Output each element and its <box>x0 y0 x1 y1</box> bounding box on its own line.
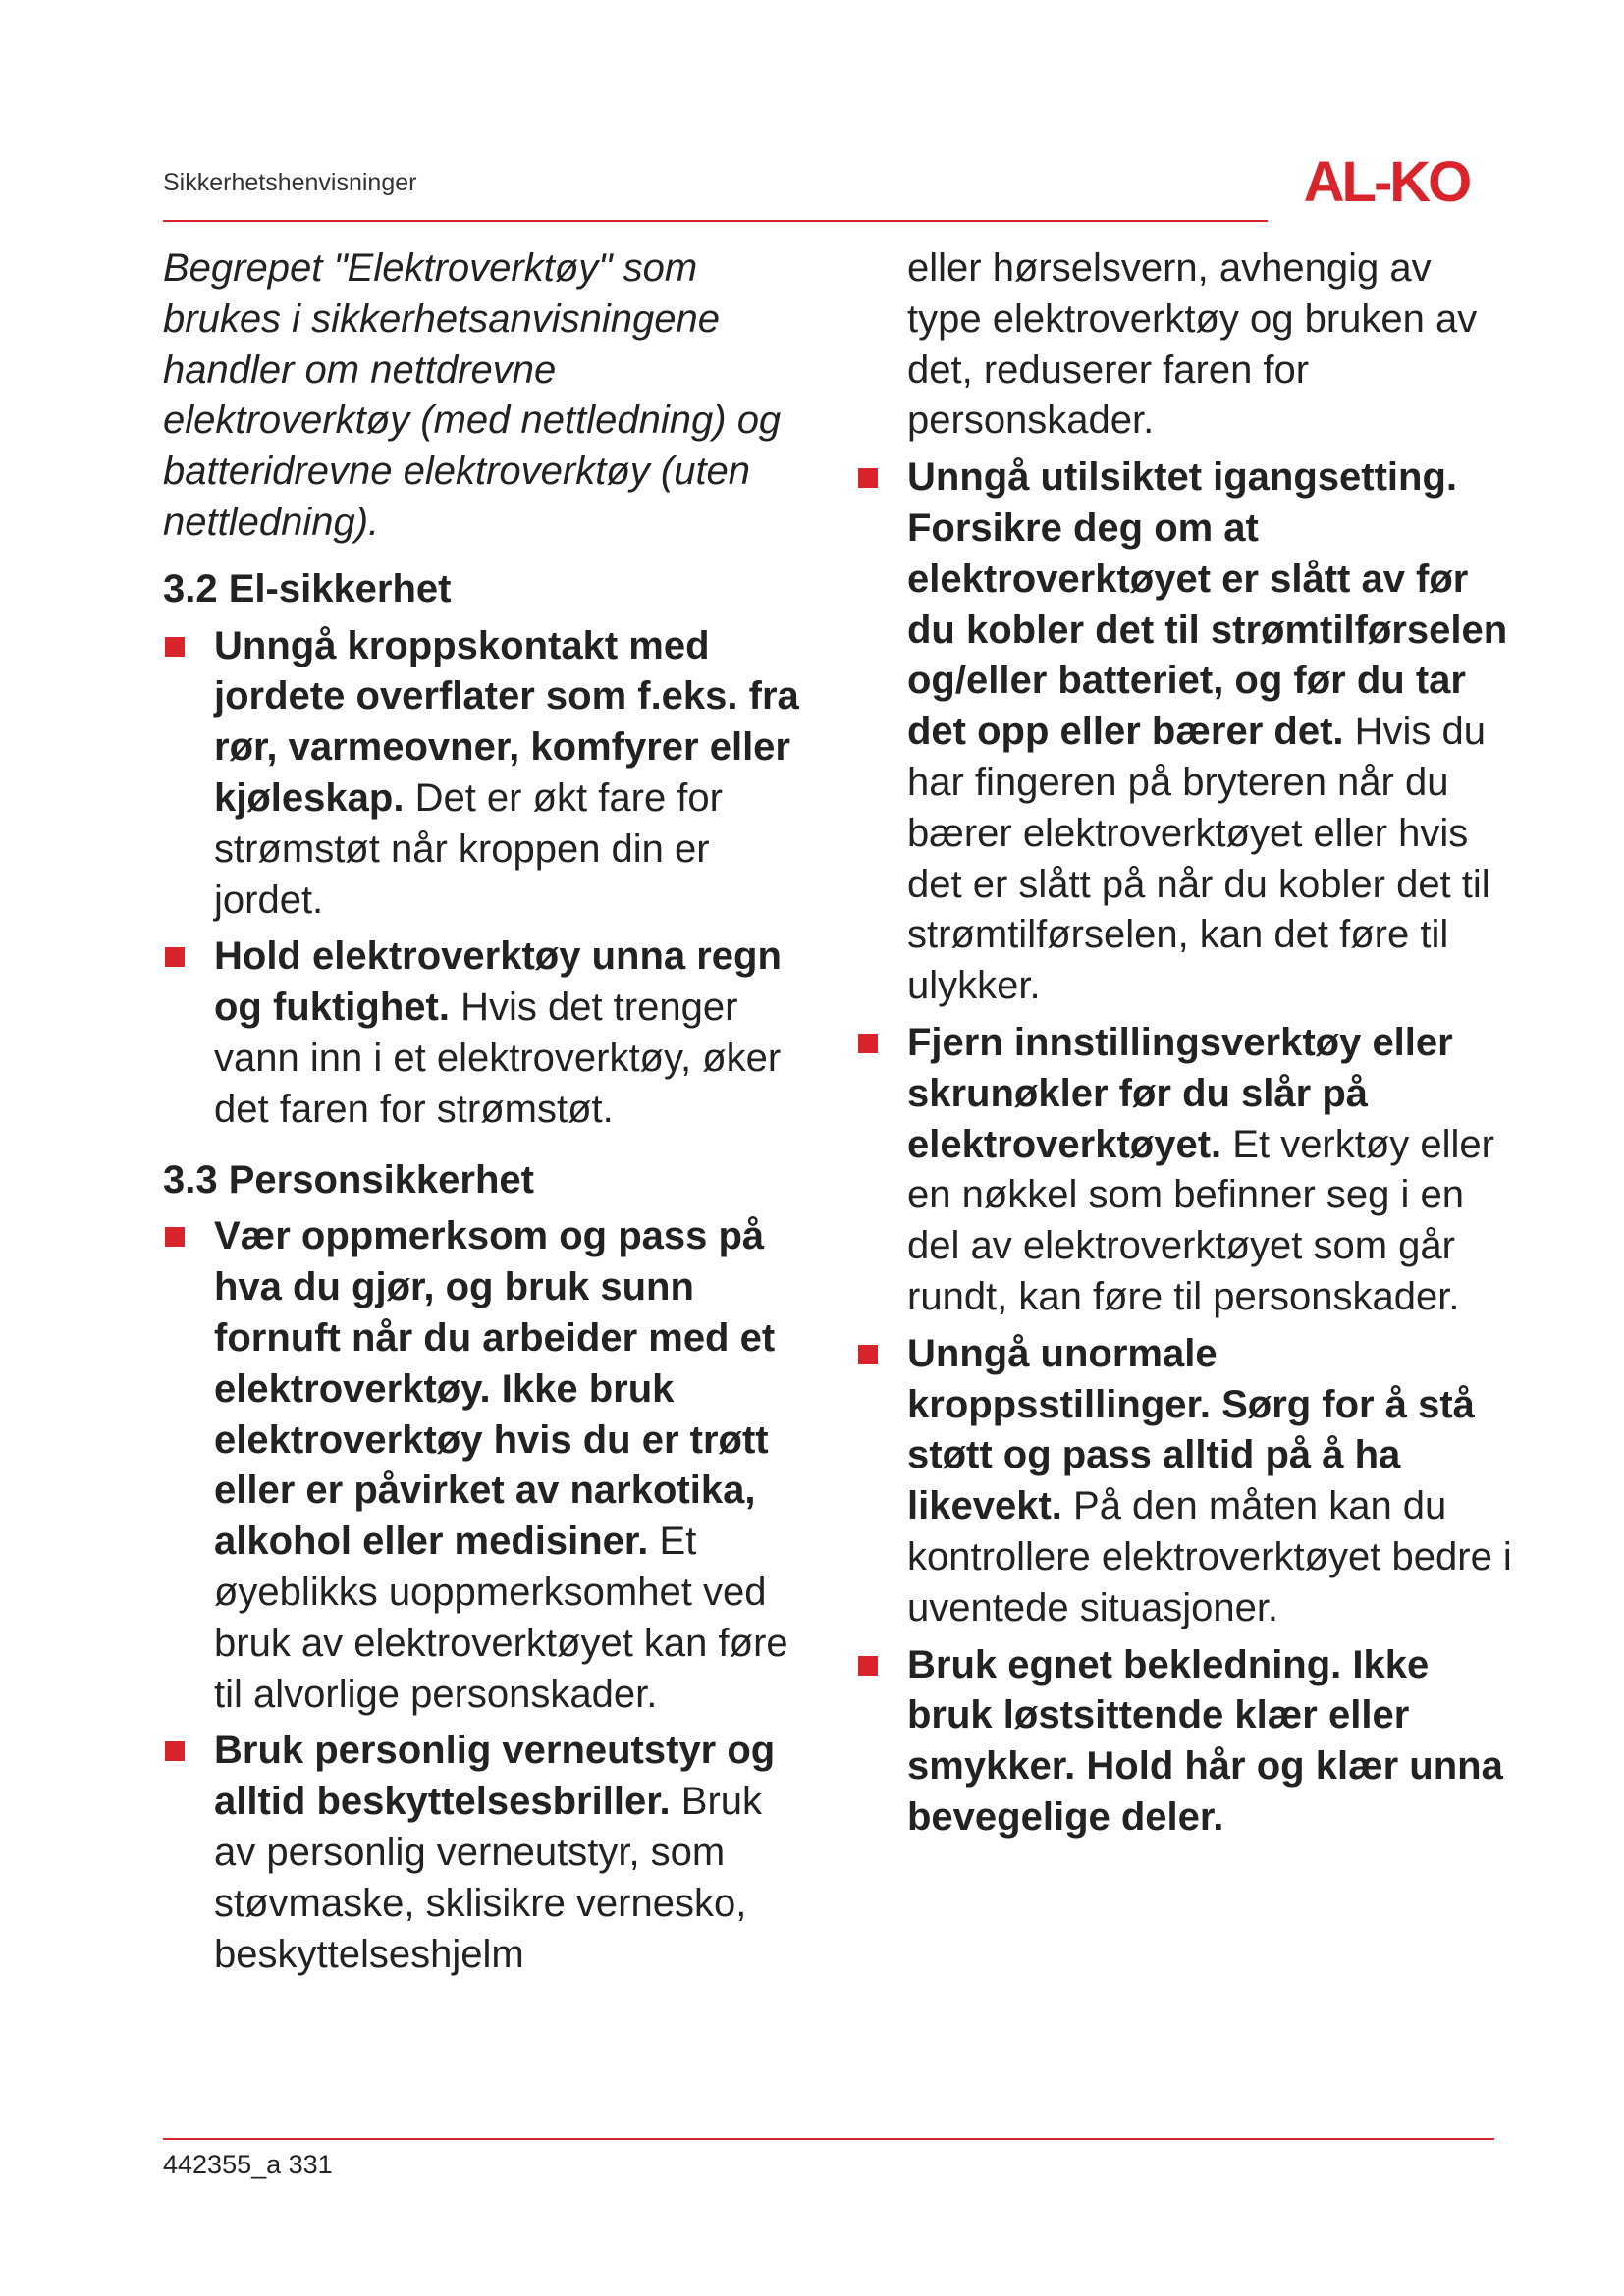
header-title: Sikkerhetshenvisninger <box>163 169 417 196</box>
item-bold-text: Bruk personlig verneutstyr og alltid beskyttelsesbriller. <box>214 1729 776 1824</box>
list-item <box>163 1211 811 1720</box>
red-square-bullet-icon <box>165 1227 185 1247</box>
item-bold-text: Unngå kroppskontakt med jordete overflater som f.eks. fra rør, varmeovner, komfyrer eller kjøleskap. <box>214 623 799 820</box>
item-text: På den måten kan du kontrollere elektroverktøyet bedre i uventede situasjoner. <box>907 1484 1512 1629</box>
alko-logo <box>1281 152 1492 211</box>
list-item <box>856 1329 1514 1634</box>
logo-text: AL-KO <box>1303 152 1470 211</box>
item-text: Bruk av personlig verneutstyr, som støvmaske, sklisikre vernesko, beskyttelseshjelm <box>214 1780 763 1976</box>
item-bold-text: Unngå unormale kroppsstillinger. Sørg for å stå støtt og pass alltid på å ha likevekt. <box>907 1331 1475 1528</box>
item-text: Det er økt fare for strømstøt når kroppen din er jordet. <box>214 775 723 922</box>
red-square-bullet-icon <box>858 1034 878 1053</box>
item-bold-text: Hold elektroverktøy unna regn og fuktighet. <box>214 934 782 1030</box>
item-bold-text: Unngå utilsiktet igangsetting. Forsikre deg om at elektroverktøyet er slått av før du kobler det til strømtilførselen og/eller batteriet, og før du tar det opp eller bærer det. <box>907 455 1508 754</box>
item-text: Hvis du har fingeren på bryteren når du bærer elektroverktøyet eller hvis det er slått på når du kobler det til strømtilførselen, kan det føre til ulykker. <box>907 710 1490 1008</box>
list-item <box>856 1640 1514 1843</box>
item-text: Et øyeblikks uoppmerksomhet ved bruk av elektroverktøyet kan føre til alvorlige personskader. <box>214 1520 788 1716</box>
list-item <box>163 932 811 1135</box>
item-bold-text: Vær oppmerksom og pass på hva du gjør, og bruk sunn fornuft når du arbeider med et elektroverktøy. Ikke bruk elektroverktøy hvis du er trøtt eller er påvirket av narkotika, alkohol eller medisiner. <box>214 1214 776 1564</box>
header-divider <box>163 220 1268 222</box>
list-item <box>856 453 1514 1012</box>
list-item <box>856 1018 1514 1323</box>
list-item <box>163 621 811 927</box>
list-item <box>163 1726 811 1980</box>
red-square-bullet-icon <box>165 1741 185 1761</box>
left-column <box>163 243 811 1986</box>
section-heading-personsikkerhet: 3.3 Personsikkerhet <box>163 1157 534 1201</box>
item-bold-text: Bruk egnet bekledning. Ikke bruk løstsittende klær eller smykker. Hold hår og klær unna bevegelige deler. <box>907 1642 1503 1839</box>
red-square-bullet-icon <box>165 947 185 967</box>
red-square-bullet-icon <box>858 468 878 488</box>
right-column <box>856 243 1514 1849</box>
red-square-bullet-icon <box>858 1656 878 1676</box>
continuation-text: eller hørselsvern, avhengig av type elektroverktøy og bruken av det, reduserer faren for personskader. <box>907 246 1478 443</box>
item-text: Hvis det trenger vann inn i et elektroverktøy, øker det faren for strømstøt. <box>214 986 782 1131</box>
red-square-bullet-icon <box>165 637 185 657</box>
footer-divider <box>163 2138 1494 2140</box>
section-heading-el-sikkerhet: 3.2 El-sikkerhet <box>163 566 452 611</box>
intro-paragraph: Begrepet "Elektroverktøy" som brukes i sikkerhetsanvisningene handler om nettdrevne elektroverktøy (med nettledning) og batteridrevne elektroverktøy (uten nettledning). <box>163 246 782 544</box>
item-text: Et verktøy eller en nøkkel som befinner seg i en del av elektroverktøyet som går rundt, kan føre til personskader. <box>907 1122 1494 1318</box>
red-square-bullet-icon <box>858 1345 878 1364</box>
footer-doc-ref: 442355_a 331 <box>163 2150 333 2179</box>
item-bold-text: Fjern innstillingsverktøy eller skrunøkler før du slår på elektroverktøyet. <box>907 1020 1453 1166</box>
